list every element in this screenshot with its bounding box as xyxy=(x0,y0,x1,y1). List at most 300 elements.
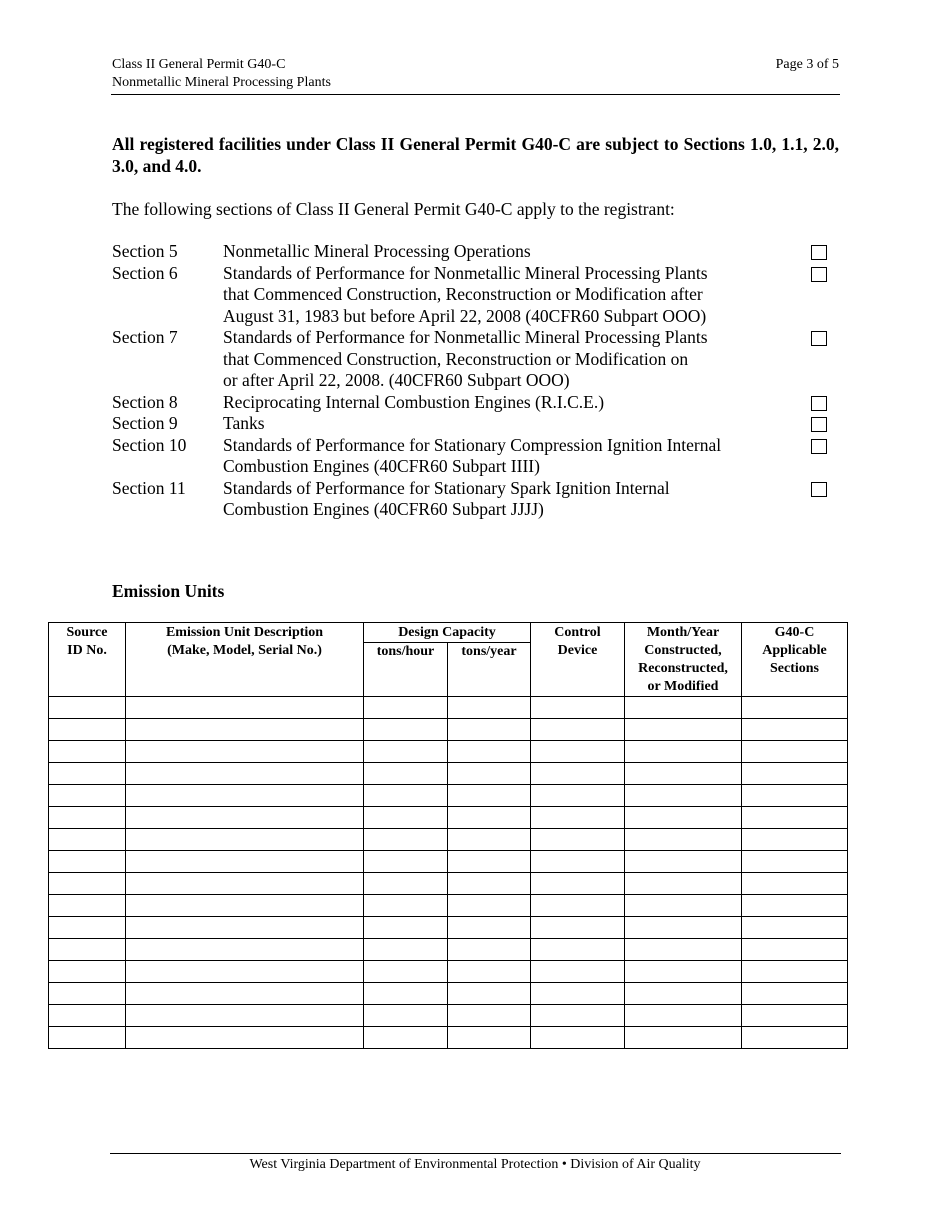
table-row xyxy=(49,741,848,763)
control-device-input[interactable] xyxy=(531,697,624,718)
section-description xyxy=(223,435,783,478)
section-label: Section 6 xyxy=(112,262,178,283)
g40c-sections-input[interactable] xyxy=(742,807,847,828)
g40c-sections-cell xyxy=(742,873,848,895)
tons-hour-cell xyxy=(364,807,448,829)
tons-year-input[interactable] xyxy=(448,851,530,872)
header-permit-title: Class II General Permit G40-C xyxy=(112,57,286,72)
source-id-cell xyxy=(49,851,126,873)
section-description-line: Tanks xyxy=(223,413,265,433)
tons-hour-input[interactable] xyxy=(364,961,447,982)
g40c-sections-input[interactable] xyxy=(742,741,847,762)
section-label: Section 10 xyxy=(112,434,187,455)
tons-hour-input[interactable] xyxy=(364,873,447,894)
control-device-cell xyxy=(531,961,625,983)
tons-year-input[interactable] xyxy=(448,763,530,784)
header-design-capacity: Design Capacity xyxy=(364,623,531,643)
section-row xyxy=(112,435,840,478)
description-input[interactable] xyxy=(126,741,363,762)
section-description-line: Reciprocating Internal Combustion Engines (R.I.C.E.) xyxy=(223,391,605,412)
g40c-sections-cell xyxy=(742,807,848,829)
tons-hour-cell xyxy=(364,873,448,895)
control-device-input[interactable] xyxy=(531,741,624,762)
tons-hour-cell xyxy=(364,719,448,741)
section-description xyxy=(223,327,783,392)
section-description-line: August 31, 1983 but before April 22, 2008 (40CFR60 Subpart OOO) xyxy=(223,305,707,326)
source-id-cell xyxy=(49,807,126,829)
section-description xyxy=(223,263,783,328)
g40c-sections-input[interactable] xyxy=(742,1005,847,1026)
tons-hour-input[interactable] xyxy=(364,895,447,916)
description-cell xyxy=(126,763,364,785)
table-row xyxy=(49,961,848,983)
section-label: Section 9 xyxy=(112,413,178,433)
source-id-cell xyxy=(49,719,126,741)
source-id-cell xyxy=(49,1027,126,1049)
description-cell xyxy=(126,895,364,917)
source-id-input[interactable] xyxy=(49,763,125,784)
control-device-cell xyxy=(531,939,625,961)
tons-hour-cell xyxy=(364,895,448,917)
g40c-sections-cell xyxy=(742,1027,848,1049)
g40c-sections-input[interactable] xyxy=(742,851,847,872)
description-input[interactable] xyxy=(126,807,363,828)
tons-year-cell xyxy=(448,961,531,983)
tons-year-cell xyxy=(448,851,531,873)
month-year-cell xyxy=(625,851,742,873)
source-id-input[interactable] xyxy=(49,829,125,850)
month-year-cell xyxy=(625,719,742,741)
description-input[interactable] xyxy=(126,917,363,938)
description-cell xyxy=(126,1027,364,1049)
control-device-input[interactable] xyxy=(531,763,624,784)
g40c-sections-cell xyxy=(742,719,848,741)
control-device-cell xyxy=(531,785,625,807)
control-device-cell xyxy=(531,763,625,785)
control-device-input[interactable] xyxy=(531,807,624,828)
g40c-sections-input[interactable] xyxy=(742,785,847,806)
tons-year-input[interactable] xyxy=(448,785,530,806)
section-description-line: that Commenced Construction, Reconstruction or Modification on xyxy=(223,348,689,369)
description-input[interactable] xyxy=(126,763,363,784)
description-input[interactable] xyxy=(126,719,363,740)
g40c-sections-input[interactable] xyxy=(742,895,847,916)
table-row xyxy=(49,829,848,851)
month-year-input[interactable] xyxy=(625,1027,741,1048)
control-device-input[interactable] xyxy=(531,829,624,850)
section-description-line: Standards of Performance for Stationary Spark Ignition Internal xyxy=(223,477,670,498)
section-row xyxy=(112,327,840,392)
control-device-cell xyxy=(531,895,625,917)
section-checkbox[interactable] xyxy=(811,331,827,346)
control-device-cell xyxy=(531,983,625,1005)
tons-hour-input[interactable] xyxy=(364,697,447,718)
month-year-input[interactable] xyxy=(625,763,741,784)
month-year-cell xyxy=(625,873,742,895)
header-divider xyxy=(111,94,840,95)
table-row xyxy=(49,719,848,741)
g40c-sections-input[interactable] xyxy=(742,763,847,784)
month-year-cell xyxy=(625,1027,742,1049)
section-checkbox[interactable] xyxy=(811,267,827,282)
source-id-cell xyxy=(49,917,126,939)
month-year-cell xyxy=(625,785,742,807)
tons-hour-cell xyxy=(364,983,448,1005)
tons-hour-cell xyxy=(364,829,448,851)
tons-year-input[interactable] xyxy=(448,873,530,894)
month-year-input[interactable] xyxy=(625,983,741,1004)
description-cell xyxy=(126,829,364,851)
tons-year-cell xyxy=(448,763,531,785)
month-year-input[interactable] xyxy=(625,917,741,938)
month-year-input[interactable] xyxy=(625,851,741,872)
control-device-cell xyxy=(531,1005,625,1027)
section-description-line: that Commenced Construction, Reconstruction or Modification after xyxy=(223,284,703,304)
tons-year-input[interactable] xyxy=(448,895,530,916)
tons-year-input[interactable] xyxy=(448,741,530,762)
section-checkbox[interactable] xyxy=(811,417,827,432)
table-row xyxy=(49,895,848,917)
sections-checklist xyxy=(112,241,840,521)
source-id-cell xyxy=(49,961,126,983)
source-id-cell xyxy=(49,763,126,785)
tons-hour-cell xyxy=(364,917,448,939)
source-id-input[interactable] xyxy=(49,719,125,740)
tons-hour-input[interactable] xyxy=(364,763,447,784)
control-device-cell xyxy=(531,851,625,873)
g40c-sections-input[interactable] xyxy=(742,719,847,740)
header-title xyxy=(112,56,331,92)
tons-year-input[interactable] xyxy=(448,917,530,938)
source-id-input[interactable] xyxy=(49,939,125,960)
control-device-cell xyxy=(531,807,625,829)
section-label: Section 8 xyxy=(112,391,178,412)
tons-hour-input[interactable] xyxy=(364,1027,447,1048)
tons-hour-cell xyxy=(364,741,448,763)
g40c-sections-cell xyxy=(742,895,848,917)
description-cell xyxy=(126,1005,364,1027)
g40c-sections-cell xyxy=(742,1005,848,1027)
g40c-sections-cell xyxy=(742,917,848,939)
footer-agency: West Virginia Department of Environmental Protection • Division of Air Quality xyxy=(249,1157,701,1172)
source-id-input[interactable] xyxy=(49,785,125,806)
g40c-sections-input[interactable] xyxy=(742,873,847,894)
source-id-input[interactable] xyxy=(49,961,125,982)
month-year-cell xyxy=(625,807,742,829)
tons-hour-input[interactable] xyxy=(364,785,447,806)
tons-year-input[interactable] xyxy=(448,807,530,828)
tons-hour-input[interactable] xyxy=(364,719,447,740)
control-device-input[interactable] xyxy=(531,719,624,740)
tons-year-cell xyxy=(448,917,531,939)
control-device-input[interactable] xyxy=(531,895,624,916)
source-id-cell xyxy=(49,983,126,1005)
tons-year-cell xyxy=(448,829,531,851)
description-input[interactable] xyxy=(126,983,363,1004)
table-row xyxy=(49,1027,848,1049)
tons-year-cell xyxy=(448,1005,531,1027)
description-cell xyxy=(126,741,364,763)
section-label: Section 7 xyxy=(112,327,178,347)
control-device-cell xyxy=(531,719,625,741)
section-description xyxy=(223,478,783,521)
month-year-cell xyxy=(625,763,742,785)
tons-year-cell xyxy=(448,873,531,895)
month-year-input[interactable] xyxy=(625,741,741,762)
tons-year-input[interactable] xyxy=(448,1005,530,1026)
source-id-cell xyxy=(49,895,126,917)
month-year-cell xyxy=(625,983,742,1005)
table-row xyxy=(49,1005,848,1027)
table-row xyxy=(49,939,848,961)
tons-hour-input[interactable] xyxy=(364,939,447,960)
month-year-cell xyxy=(625,917,742,939)
section-description-line: Standards of Performance for Nonmetallic Mineral Processing Plants xyxy=(223,327,708,347)
tons-hour-input[interactable] xyxy=(364,829,447,850)
source-id-cell xyxy=(49,939,126,961)
section-description-line: Nonmetallic Mineral Processing Operations xyxy=(223,241,531,261)
table-row xyxy=(49,917,848,939)
description-cell xyxy=(126,873,364,895)
control-device-cell xyxy=(531,873,625,895)
g40c-sections-cell xyxy=(742,983,848,1005)
g40c-sections-input[interactable] xyxy=(742,829,847,850)
section-description xyxy=(223,241,783,263)
source-id-input[interactable] xyxy=(49,983,125,1004)
description-cell xyxy=(126,719,364,741)
header-permit-subtitle: Nonmetallic Mineral Processing Plants xyxy=(112,75,331,90)
g40c-sections-cell xyxy=(742,785,848,807)
tons-year-cell xyxy=(448,697,531,719)
table-row xyxy=(49,697,848,719)
description-cell xyxy=(126,983,364,1005)
sections-lead: The following sections of Class II General Permit G40-C apply to the registrant: xyxy=(112,199,675,219)
source-id-input[interactable] xyxy=(49,1027,125,1048)
tons-hour-cell xyxy=(364,939,448,961)
source-id-input[interactable] xyxy=(49,873,125,894)
tons-year-cell xyxy=(448,939,531,961)
month-year-input[interactable] xyxy=(625,873,741,894)
table-row xyxy=(49,785,848,807)
tons-year-input[interactable] xyxy=(448,983,530,1004)
source-id-cell xyxy=(49,873,126,895)
month-year-input[interactable] xyxy=(625,961,741,982)
section-row xyxy=(112,241,840,263)
control-device-input[interactable] xyxy=(531,961,624,982)
tons-year-input[interactable] xyxy=(448,1027,530,1048)
month-year-cell xyxy=(625,961,742,983)
month-year-input[interactable] xyxy=(625,1005,741,1026)
tons-year-cell xyxy=(448,983,531,1005)
g40c-sections-input[interactable] xyxy=(742,697,847,718)
description-input[interactable] xyxy=(126,697,363,718)
source-id-input[interactable] xyxy=(49,851,125,872)
header-tons-hour: tons/hour xyxy=(364,643,448,697)
tons-hour-input[interactable] xyxy=(364,851,447,872)
g40c-sections-cell xyxy=(742,763,848,785)
tons-hour-cell xyxy=(364,763,448,785)
g40c-sections-cell xyxy=(742,697,848,719)
description-input[interactable] xyxy=(126,895,363,916)
section-row xyxy=(112,413,840,435)
source-id-cell xyxy=(49,697,126,719)
description-cell xyxy=(126,807,364,829)
month-year-input[interactable] xyxy=(625,697,741,718)
source-id-cell xyxy=(49,741,126,763)
g40c-sections-cell xyxy=(742,741,848,763)
header-description: Emission Unit Description (Make, Model, Serial No.) xyxy=(126,623,364,697)
section-checkbox[interactable] xyxy=(811,439,827,454)
section-checkbox[interactable] xyxy=(811,396,827,411)
tons-hour-cell xyxy=(364,1005,448,1027)
section-label: Section 11 xyxy=(112,477,186,498)
description-input[interactable] xyxy=(126,961,363,982)
section-description xyxy=(223,413,783,435)
description-input[interactable] xyxy=(126,785,363,806)
section-row xyxy=(112,392,840,414)
month-year-input[interactable] xyxy=(625,807,741,828)
month-year-cell xyxy=(625,741,742,763)
control-device-input[interactable] xyxy=(531,983,624,1004)
section-checkbox[interactable] xyxy=(811,245,827,260)
description-cell xyxy=(126,939,364,961)
control-device-input[interactable] xyxy=(531,1005,624,1026)
control-device-cell xyxy=(531,697,625,719)
source-id-input[interactable] xyxy=(49,697,125,718)
section-description-line: Standards of Performance for Stationary Compression Ignition Internal xyxy=(223,434,722,455)
section-label: Section 5 xyxy=(112,241,178,261)
section-description-line: Combustion Engines (40CFR60 Subpart IIII) xyxy=(223,456,540,476)
control-device-input[interactable] xyxy=(531,785,624,806)
month-year-input[interactable] xyxy=(625,785,741,806)
g40c-sections-input[interactable] xyxy=(742,961,847,982)
month-year-input[interactable] xyxy=(625,939,741,960)
month-year-input[interactable] xyxy=(625,719,741,740)
month-year-cell xyxy=(625,829,742,851)
emission-units-table xyxy=(48,622,848,1049)
control-device-cell xyxy=(531,829,625,851)
section-checkbox[interactable] xyxy=(811,482,827,497)
control-device-cell xyxy=(531,741,625,763)
tons-year-cell xyxy=(448,1027,531,1049)
g40c-sections-cell xyxy=(742,961,848,983)
tons-hour-input[interactable] xyxy=(364,807,447,828)
table-row xyxy=(49,851,848,873)
table-row xyxy=(49,983,848,1005)
source-id-input[interactable] xyxy=(49,917,125,938)
source-id-cell xyxy=(49,785,126,807)
tons-year-input[interactable] xyxy=(448,939,530,960)
section-description-line: or after April 22, 2008. (40CFR60 Subpart OOO) xyxy=(223,370,570,390)
header-control-device: Control Device xyxy=(531,623,625,697)
source-id-input[interactable] xyxy=(49,741,125,762)
table-row xyxy=(49,763,848,785)
g40c-sections-input[interactable] xyxy=(742,917,847,938)
month-year-cell xyxy=(625,939,742,961)
control-device-cell xyxy=(531,917,625,939)
tons-hour-cell xyxy=(364,1027,448,1049)
description-cell xyxy=(126,785,364,807)
tons-hour-input[interactable] xyxy=(364,917,447,938)
source-id-input[interactable] xyxy=(49,1005,125,1026)
source-id-cell xyxy=(49,829,126,851)
g40c-sections-input[interactable] xyxy=(742,983,847,1004)
section-row xyxy=(112,478,840,521)
table-row xyxy=(49,807,848,829)
description-cell xyxy=(126,917,364,939)
header-tons-year: tons/year xyxy=(448,643,531,697)
source-id-cell xyxy=(49,1005,126,1027)
source-id-input[interactable] xyxy=(49,895,125,916)
tons-year-input[interactable] xyxy=(448,961,530,982)
control-device-input[interactable] xyxy=(531,873,624,894)
control-device-input[interactable] xyxy=(531,1027,624,1048)
tons-hour-input[interactable] xyxy=(364,983,447,1004)
tons-hour-cell xyxy=(364,961,448,983)
tons-year-cell xyxy=(448,807,531,829)
header-g40c-sections: G40-C Applicable Sections xyxy=(742,623,848,697)
control-device-cell xyxy=(531,1027,625,1049)
tons-hour-input[interactable] xyxy=(364,741,447,762)
tons-year-input[interactable] xyxy=(448,829,530,850)
description-input[interactable] xyxy=(126,1005,363,1026)
tons-hour-input[interactable] xyxy=(364,1005,447,1026)
description-input[interactable] xyxy=(126,1027,363,1048)
section-description xyxy=(223,392,783,414)
tons-year-cell xyxy=(448,719,531,741)
tons-hour-cell xyxy=(364,851,448,873)
tons-year-cell xyxy=(448,895,531,917)
applicability-statement: All registered facilities under Class II General Permit G40-C are subject to Sections 1.0, 1.1, 2.0, 3.0, and 4.0. xyxy=(112,134,839,176)
description-cell xyxy=(126,851,364,873)
description-input[interactable] xyxy=(126,939,363,960)
description-input[interactable] xyxy=(126,873,363,894)
description-cell xyxy=(126,961,364,983)
header-source-id: Source ID No. xyxy=(49,623,126,697)
section-description-line: Standards of Performance for Nonmetallic Mineral Processing Plants xyxy=(223,262,708,283)
month-year-cell xyxy=(625,895,742,917)
page-number: Page 3 of 5 xyxy=(775,57,839,72)
section-description-line: Combustion Engines (40CFR60 Subpart JJJJ) xyxy=(223,499,544,519)
g40c-sections-cell xyxy=(742,829,848,851)
tons-year-input[interactable] xyxy=(448,719,530,740)
source-id-input[interactable] xyxy=(49,807,125,828)
g40c-sections-cell xyxy=(742,939,848,961)
description-input[interactable] xyxy=(126,829,363,850)
tons-year-cell xyxy=(448,785,531,807)
control-device-input[interactable] xyxy=(531,851,624,872)
description-input[interactable] xyxy=(126,851,363,872)
header-month-year: Month/Year Constructed, Reconstructed, or Modified xyxy=(625,623,742,697)
month-year-input[interactable] xyxy=(625,895,741,916)
g40c-sections-input[interactable] xyxy=(742,1027,847,1048)
emission-units-title: Emission Units xyxy=(112,581,225,601)
description-cell xyxy=(126,697,364,719)
section-row xyxy=(112,263,840,328)
g40c-sections-input[interactable] xyxy=(742,939,847,960)
month-year-cell xyxy=(625,697,742,719)
month-year-input[interactable] xyxy=(625,829,741,850)
tons-year-input[interactable] xyxy=(448,697,530,718)
control-device-input[interactable] xyxy=(531,939,624,960)
tons-year-cell xyxy=(448,741,531,763)
control-device-input[interactable] xyxy=(531,917,624,938)
footer-divider xyxy=(110,1153,841,1154)
month-year-cell xyxy=(625,1005,742,1027)
tons-hour-cell xyxy=(364,785,448,807)
table-row xyxy=(49,873,848,895)
tons-hour-cell xyxy=(364,697,448,719)
